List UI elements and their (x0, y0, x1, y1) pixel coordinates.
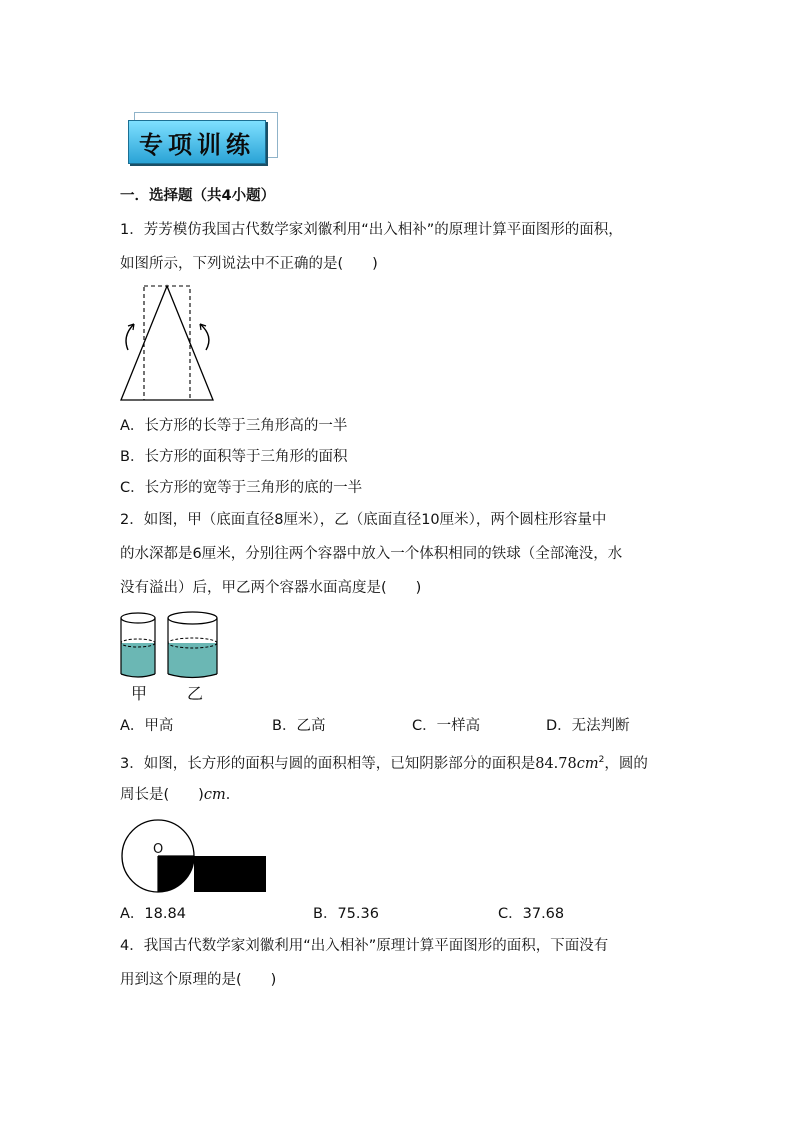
q4-text-line2: 用到这个原理的是( ) (120, 972, 277, 988)
q2-text-line1: 2．如图，甲（底面直径8厘米），乙（底面直径10厘米），两个圆柱形容量中 (120, 512, 607, 528)
q1-figure-triangle-rectangle (118, 284, 218, 404)
q1-text-line2: 如图所示，下列说法中不正确的是( ) (120, 256, 378, 272)
cylinder-label-yi: 乙 (187, 684, 204, 703)
q3-area-value: 84.78 (535, 755, 577, 772)
q2-text-line3: 没有溢出）后，甲乙两个容器水面高度是( ) (120, 580, 422, 596)
cylinder-jia-water (121, 643, 155, 677)
q3-option-b: B．75.36 (313, 906, 379, 922)
q3-line1-pre: 3．如图，长方形的面积与圆的面积相等，已知阴影部分的面积是 (120, 755, 536, 772)
circle-center-label: O (153, 842, 164, 857)
cylinder-yi (168, 612, 217, 678)
section-banner (128, 112, 278, 164)
q3-text-line1 (120, 750, 648, 774)
q1-text-line1: 1．芳芳模仿我国古代数学家刘徽利用“出入相补”的原理计算平面图形的面积， (120, 222, 623, 238)
q2-option-a: A．甲高 (120, 718, 174, 734)
q3-option-a: A．18.84 (120, 906, 186, 922)
q3-text-line2 (120, 785, 240, 805)
q2-option-c: C．一样高 (412, 718, 481, 734)
q3-line2-unit: cm (203, 787, 226, 803)
q3-figure-circle-rectangle (120, 818, 270, 898)
q1-option-a: A．长方形的长等于三角形高的一半 (120, 418, 348, 434)
banner-plate (128, 120, 266, 164)
right-rotation-arrow (200, 324, 209, 350)
q2-option-d: D．无法判断 (546, 718, 630, 734)
q3-area-exponent: 2 (598, 755, 605, 765)
q2-option-b: B．乙高 (272, 718, 326, 734)
dashed-rectangle (144, 286, 190, 400)
triangle (121, 286, 213, 400)
q4-text-line1: 4．我国古代数学家刘徽利用“出入相补”原理计算平面图形的面积，下面没有 (120, 938, 609, 954)
q3-area-unit: cm (576, 755, 599, 772)
cylinder-label-jia: 甲 (131, 684, 148, 703)
q3-line2-post: ． (225, 787, 241, 803)
q1-option-c: C．长方形的宽等于三角形的底的一半 (120, 480, 363, 496)
q2-text-line2: 的水深都是6厘米，分别往两个容器中放入一个体积相同的铁球（全部淹没，水 (120, 546, 623, 562)
q3-line2-pre: 周长是( ) (120, 787, 204, 803)
q3-option-c: C．37.68 (498, 906, 565, 922)
shaded-rectangle-strip (194, 856, 266, 892)
section-heading: 一．选择题（共4小题） (120, 188, 276, 204)
q3-line1-post: ，圆的 (604, 755, 648, 772)
shaded-quarter-circle (158, 856, 194, 892)
cylinder-jia (121, 613, 155, 677)
q1-option-b: B．长方形的面积等于三角形的面积 (120, 449, 348, 465)
banner-title: 专项训练 (139, 129, 255, 159)
